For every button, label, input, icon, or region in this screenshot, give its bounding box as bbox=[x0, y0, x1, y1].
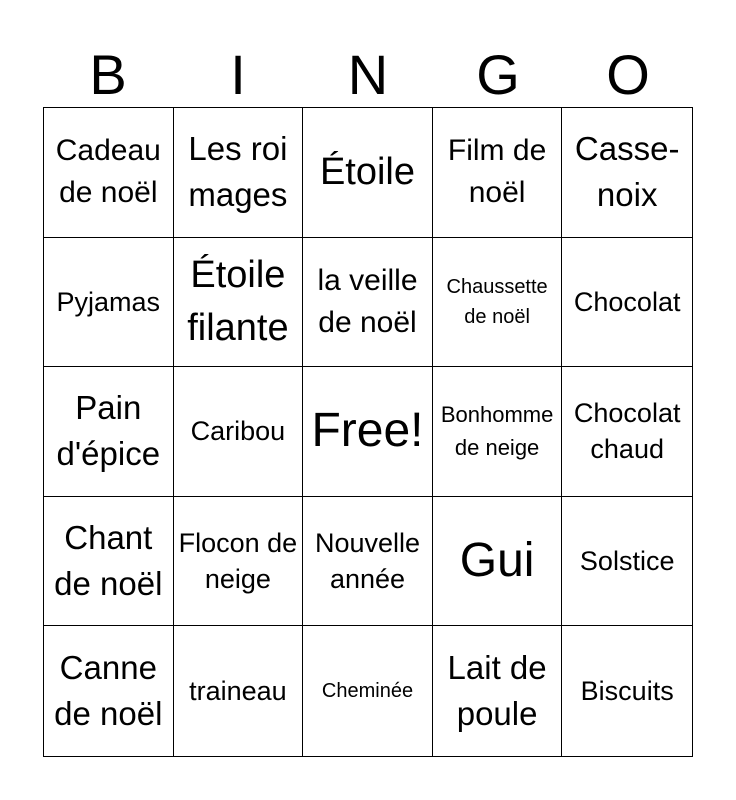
cell-label: Bonhomme de neige bbox=[440, 402, 554, 461]
bingo-cell[interactable] bbox=[562, 238, 692, 368]
bingo-cell[interactable] bbox=[562, 626, 692, 756]
cell-label: Pain d'épice bbox=[56, 389, 161, 473]
header-letter-n: N bbox=[347, 43, 389, 106]
cell-label: Chocolat chaud bbox=[573, 398, 681, 465]
cell-label: Flocon de neige bbox=[178, 527, 298, 595]
cell-label: Étoile bbox=[319, 150, 416, 193]
bingo-grid bbox=[43, 107, 693, 757]
cell-label: Lait de poule bbox=[447, 649, 547, 733]
bingo-cell[interactable] bbox=[44, 367, 174, 497]
bingo-cell[interactable] bbox=[562, 497, 692, 627]
cell-label: traineau bbox=[189, 675, 287, 706]
bingo-cell[interactable] bbox=[303, 108, 433, 238]
bingo-cell[interactable] bbox=[303, 626, 433, 756]
cell-label: la veille de noël bbox=[317, 263, 418, 339]
bingo-cell[interactable] bbox=[44, 626, 174, 756]
bingo-cell[interactable] bbox=[433, 367, 563, 497]
bingo-cell[interactable] bbox=[44, 238, 174, 368]
cell-label: Biscuits bbox=[580, 675, 674, 706]
bingo-cell[interactable] bbox=[174, 626, 304, 756]
cell-label: Cadeau de noël bbox=[55, 134, 161, 210]
header-letter-o: O bbox=[606, 43, 650, 106]
cell-label: Film de noël bbox=[447, 134, 547, 210]
cell-label: Gui bbox=[459, 533, 535, 587]
bingo-header bbox=[43, 44, 693, 106]
bingo-cell[interactable] bbox=[174, 238, 304, 368]
header-letter-b: B bbox=[89, 43, 127, 106]
header-letter-g: G bbox=[476, 43, 520, 106]
bingo-cell[interactable] bbox=[44, 497, 174, 627]
bingo-cell[interactable] bbox=[303, 238, 433, 368]
cell-label: Chant de noël bbox=[54, 518, 163, 603]
bingo-cell[interactable] bbox=[433, 626, 563, 756]
cell-label: Canne de noël bbox=[54, 649, 163, 733]
bingo-cell[interactable] bbox=[433, 497, 563, 627]
bingo-cell[interactable] bbox=[433, 238, 563, 368]
cell-label: Les roi mages bbox=[188, 130, 288, 214]
cell-label: Casse-noix bbox=[574, 130, 680, 214]
cell-label: Solstice bbox=[579, 545, 675, 576]
bingo-cell[interactable] bbox=[303, 497, 433, 627]
header-letter-i: I bbox=[230, 43, 246, 106]
bingo-cell[interactable] bbox=[433, 108, 563, 238]
cell-label: Cheminée bbox=[321, 680, 414, 703]
bingo-cell[interactable] bbox=[562, 367, 692, 497]
cell-label: Chocolat bbox=[573, 286, 681, 317]
free-space-cell[interactable] bbox=[303, 367, 433, 497]
bingo-cell[interactable] bbox=[174, 367, 304, 497]
bingo-cell[interactable] bbox=[44, 108, 174, 238]
cell-label: Chaussette de noël bbox=[446, 275, 548, 328]
bingo-cell[interactable] bbox=[174, 497, 304, 627]
cell-label: Étoile filante bbox=[187, 253, 289, 349]
free-space-label: Free! bbox=[311, 404, 424, 458]
cell-label: Pyjamas bbox=[56, 286, 161, 317]
bingo-cell[interactable] bbox=[174, 108, 304, 238]
bingo-cell[interactable] bbox=[562, 108, 692, 238]
cell-label: Caribou bbox=[190, 416, 286, 447]
cell-label: Nouvelle année bbox=[314, 527, 421, 595]
